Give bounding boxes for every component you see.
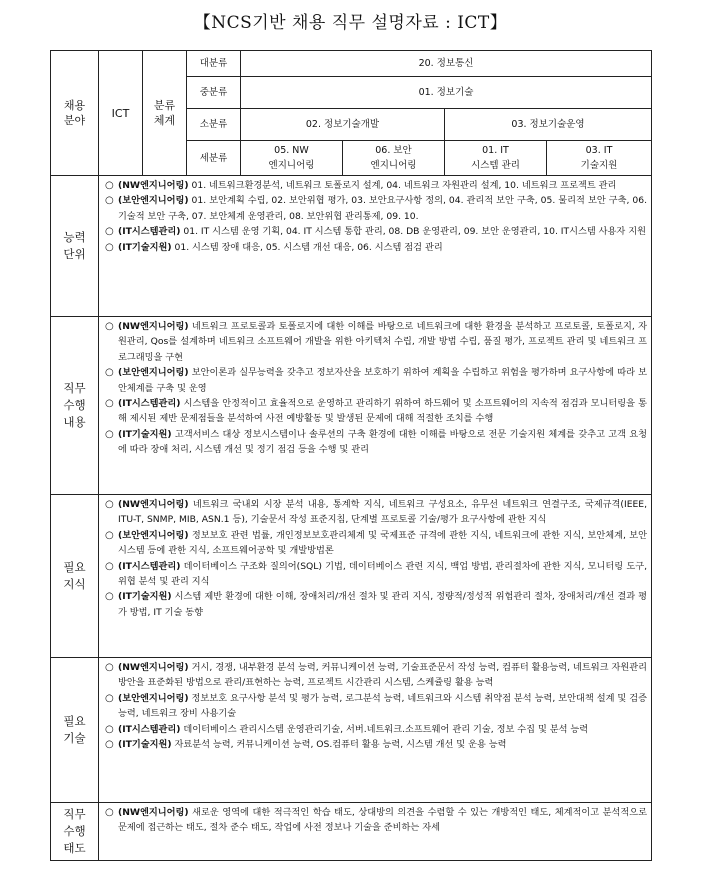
sub-category-text: 06. 보안 엔지니어링 [370, 145, 417, 171]
sub-category-value [547, 141, 652, 176]
circle-bullet-icon: ○ [105, 499, 114, 510]
section-row [51, 495, 652, 658]
list-item [105, 396, 647, 427]
item-category: (IT시스템관리) [118, 398, 181, 410]
list-item [105, 427, 647, 458]
circle-bullet-icon: ○ [105, 692, 114, 704]
circle-bullet-icon: ○ [105, 723, 114, 735]
item-category: (보안엔지니어링) [118, 529, 189, 541]
circle-bullet-icon: ○ [105, 428, 114, 440]
major-category-label: 대분류 [187, 51, 241, 77]
classification-label-text: 분류 체계 [153, 99, 176, 127]
item-text: 고객서비스 대상 정보시스템이나 솔루션의 구축 환경에 대한 이해를 바탕으로 전문 기술지원 체계를 갖추고 고객 요청에 따라 장애 처리, 시스템 개선 및 정기 점검 등을 수행 및 관리 [118, 428, 648, 456]
minor-category-value: 03. 정보기술운영 [445, 109, 652, 141]
section-content [99, 317, 652, 495]
job-description-table [50, 50, 652, 861]
page-title: 【NCS기반 채용 직무 설명자료 : ICT】 [193, 13, 508, 33]
minor-category-value: 02. 정보기술개발 [241, 109, 445, 141]
section-label [51, 176, 99, 317]
field-label-text: 채용 분야 [63, 99, 86, 127]
list-item [105, 497, 647, 528]
item-text: 정보보호 관련 법률, 개인정보보호관리체계 및 국제표준 규격에 관한 지식, 네트워크에 관한 지식, 보안체계, 보안시스템 등에 관한 지식, 소프트웨어공학 및 개발방법론 [118, 529, 648, 557]
circle-bullet-icon: ○ [105, 739, 114, 751]
item-text: 01. 시스템 장애 대응, 05. 시스템 개선 대응, 06. 시스템 점검 관리 [171, 241, 443, 253]
field-label [51, 51, 99, 176]
item-text: 네트워크 국내외 시장 분석 내용, 통계학 지식, 네트워크 구성요소, 유무선 네트워크 연결구조, 국제규격(IEEE, ITU-T, SNMP, MIB, ASN.1 등), 기술문서 작성 표준지침, 단계별 프로토콜 기술/평가 요구사항에 관한 지식 [118, 499, 648, 526]
section-row [51, 658, 652, 803]
item-category: (보안엔지니어링) [118, 692, 189, 704]
section-content [99, 176, 652, 317]
section-content [99, 803, 652, 861]
item-text: 01. 네트워크환경분석, 네트워크 토폴로지 설계, 04. 네트워크 자원관리 설계, 10. 네트워크 프로젝트 관리 [188, 180, 617, 191]
sub-category-value [445, 141, 547, 176]
sub-category-label: 세분류 [187, 141, 241, 176]
classification-label [143, 51, 187, 176]
circle-bullet-icon: ○ [105, 180, 114, 191]
circle-bullet-icon: ○ [105, 529, 114, 541]
sub-category-text: 01. IT 시스템 관리 [471, 145, 520, 171]
section-label-text: 필요 지식 [63, 560, 86, 591]
section-row [51, 317, 652, 495]
item-text: 시스템 제반 환경에 대한 이해, 장애처리/개선 절차 및 관리 지식, 정량적/정성적 위험관리 절차, 장애처리/개선 결과 평가 방법, IT 기술 동향 [118, 591, 648, 618]
list-item [105, 178, 647, 193]
circle-bullet-icon: ○ [105, 367, 114, 379]
item-text: 네트워크 프로토콜과 토폴로지에 대한 이해를 바탕으로 네트워크에 대한 환경을 분석하고 프로토콜, 토폴로지, 자원관리, Qos를 설계하며 네트워크 소프트웨어 개발을 위한 아키텍처 수립, 개발 방법 수립, 품질 평가, 프로젝트 관리 및 네트워크 프로그래밍을 구현 [118, 321, 648, 363]
circle-bullet-icon: ○ [105, 807, 114, 818]
ict-cell: ICT [99, 51, 143, 176]
circle-bullet-icon: ○ [105, 560, 114, 572]
item-category: (NW엔지니어링) [118, 499, 189, 510]
item-text: 자료분석 능력, 커뮤니케이션 능력, OS.컴퓨터 활용 능력, 시스템 개선 및 운용 능력 [171, 739, 507, 751]
section-content [99, 658, 652, 803]
section-label-text: 직무 수행 내용 [63, 381, 86, 429]
circle-bullet-icon: ○ [105, 195, 114, 207]
item-category: (NW엔지니어링) [118, 180, 189, 191]
item-text: 시스템을 안정적이고 효율적으로 운영하고 관리하기 위하여 하드웨어 및 소프트웨어의 지속적 점검과 모니터링을 통해 제시된 제반 문제점들을 분석하여 사전 예방활동 및 발생된 문제에 대해 적절한 조치를 수행 [118, 398, 648, 425]
circle-bullet-icon: ○ [105, 398, 114, 410]
middle-category-value: 01. 정보기술 [241, 77, 652, 109]
item-category: (IT기술지원) [118, 591, 172, 603]
major-category-value: 20. 정보통신 [241, 51, 652, 77]
sub-category-text: 05. NW 엔지니어링 [268, 145, 315, 171]
section-row [51, 176, 652, 317]
item-category: (보안엔지니어링) [118, 367, 189, 379]
sub-category-value [343, 141, 445, 176]
item-category: (보안엔지니어링) [118, 195, 189, 207]
item-category: (NW엔지니어링) [118, 662, 189, 673]
circle-bullet-icon: ○ [105, 321, 114, 332]
list-item [105, 737, 647, 752]
section-label-text: 능력 단위 [63, 230, 86, 261]
item-category: (IT시스템관리) [118, 226, 181, 238]
section-label [51, 803, 99, 861]
list-item [105, 365, 647, 396]
circle-bullet-icon: ○ [105, 241, 114, 253]
minor-category-label: 소분류 [187, 109, 241, 141]
list-item [105, 224, 647, 239]
item-text: 정보보호 요구사항 분석 및 평가 능력, 로그분석 능력, 네트워크와 시스템 취약점 분석 능력, 보안대책 설계 및 검증 능력, 네트워크 장비 사용기술 [118, 692, 648, 720]
sub-category-value [241, 141, 343, 176]
circle-bullet-icon: ○ [105, 226, 114, 238]
item-text: 데이터베이스 구조화 질의어(SQL) 기법, 데이터베이스 관련 지식, 백업 방법, 관리절차에 관한 지식, 모니터링 도구, 위협 분석 및 관리 지식 [118, 560, 648, 588]
list-item [105, 691, 647, 722]
sub-category-text: 03. IT 기술지원 [580, 145, 618, 171]
section-content [99, 495, 652, 658]
item-text: 보안이론과 실무능력을 갖추고 정보자산을 보호하기 위하여 계획을 수립하고 위험을 평가하며 요구사항에 따라 보안체계를 구축 및 운영 [118, 367, 648, 394]
item-category: (IT기술지원) [118, 241, 172, 253]
section-label [51, 495, 99, 658]
list-item [105, 240, 647, 255]
list-item [105, 805, 647, 836]
circle-bullet-icon: ○ [105, 662, 114, 673]
item-category: (IT시스템관리) [118, 723, 181, 735]
list-item [105, 559, 647, 590]
list-item [105, 319, 647, 365]
middle-category-label: 중분류 [187, 77, 241, 109]
section-label-text: 필요 기술 [63, 714, 86, 745]
list-item [105, 722, 647, 737]
section-label [51, 317, 99, 495]
list-item [105, 660, 647, 691]
list-item [105, 528, 647, 559]
circle-bullet-icon: ○ [105, 591, 114, 603]
item-text: 데이터베이스 관리시스템 운영관리기술, 서버.네트워크.소프트웨어 관리 기술, 정보 수집 및 분석 능력 [180, 723, 589, 735]
item-category: (NW엔지니어링) [118, 807, 189, 818]
section-label-text: 직무 수행 태도 [63, 807, 86, 855]
section-label [51, 658, 99, 803]
item-text: 01. IT 시스템 운영 기획, 04. IT 시스템 통합 관리, 08. DB 운영관리, 09. 보안 운영관리, 10. IT시스템 사용자 지원 [180, 226, 646, 238]
list-item [105, 589, 647, 620]
item-text: 01. 보안계획 수립, 02. 보안위협 평가, 03. 보안요구사항 정의, 04. 관리적 보안 구축, 05. 물리적 보안 구축, 06. 기술적 보안 구축, 07. 보안체계 운영관리, 08. 보안위협 관리통제, 09. 10. [118, 195, 648, 222]
item-category: (NW엔지니어링) [118, 321, 189, 332]
item-text: 거시, 경쟁, 내부환경 분석 능력, 커뮤니케이션 능력, 기술표준문서 작성 능력, 컴퓨터 활용능력, 네트워크 자원관리 방안을 표준화된 방법으로 관리/표현하는 능력, 프로젝트 시간관리 시스템, 스케쥴링 활용 능력 [118, 662, 648, 689]
item-category: (IT시스템관리) [118, 560, 181, 572]
item-category: (IT기술지원) [118, 739, 172, 751]
item-category: (IT기술지원) [118, 428, 172, 440]
section-row [51, 803, 652, 861]
item-text: 새로운 영역에 대한 적극적인 학습 태도, 상대방의 의견을 수렴할 수 있는 개방적인 태도, 체계적이고 분석적으로 문제에 접근하는 태도, 절차 준수 태도, 작업에 사전 정보나 기술을 준비하는 자세 [118, 807, 648, 834]
list-item [105, 193, 647, 224]
